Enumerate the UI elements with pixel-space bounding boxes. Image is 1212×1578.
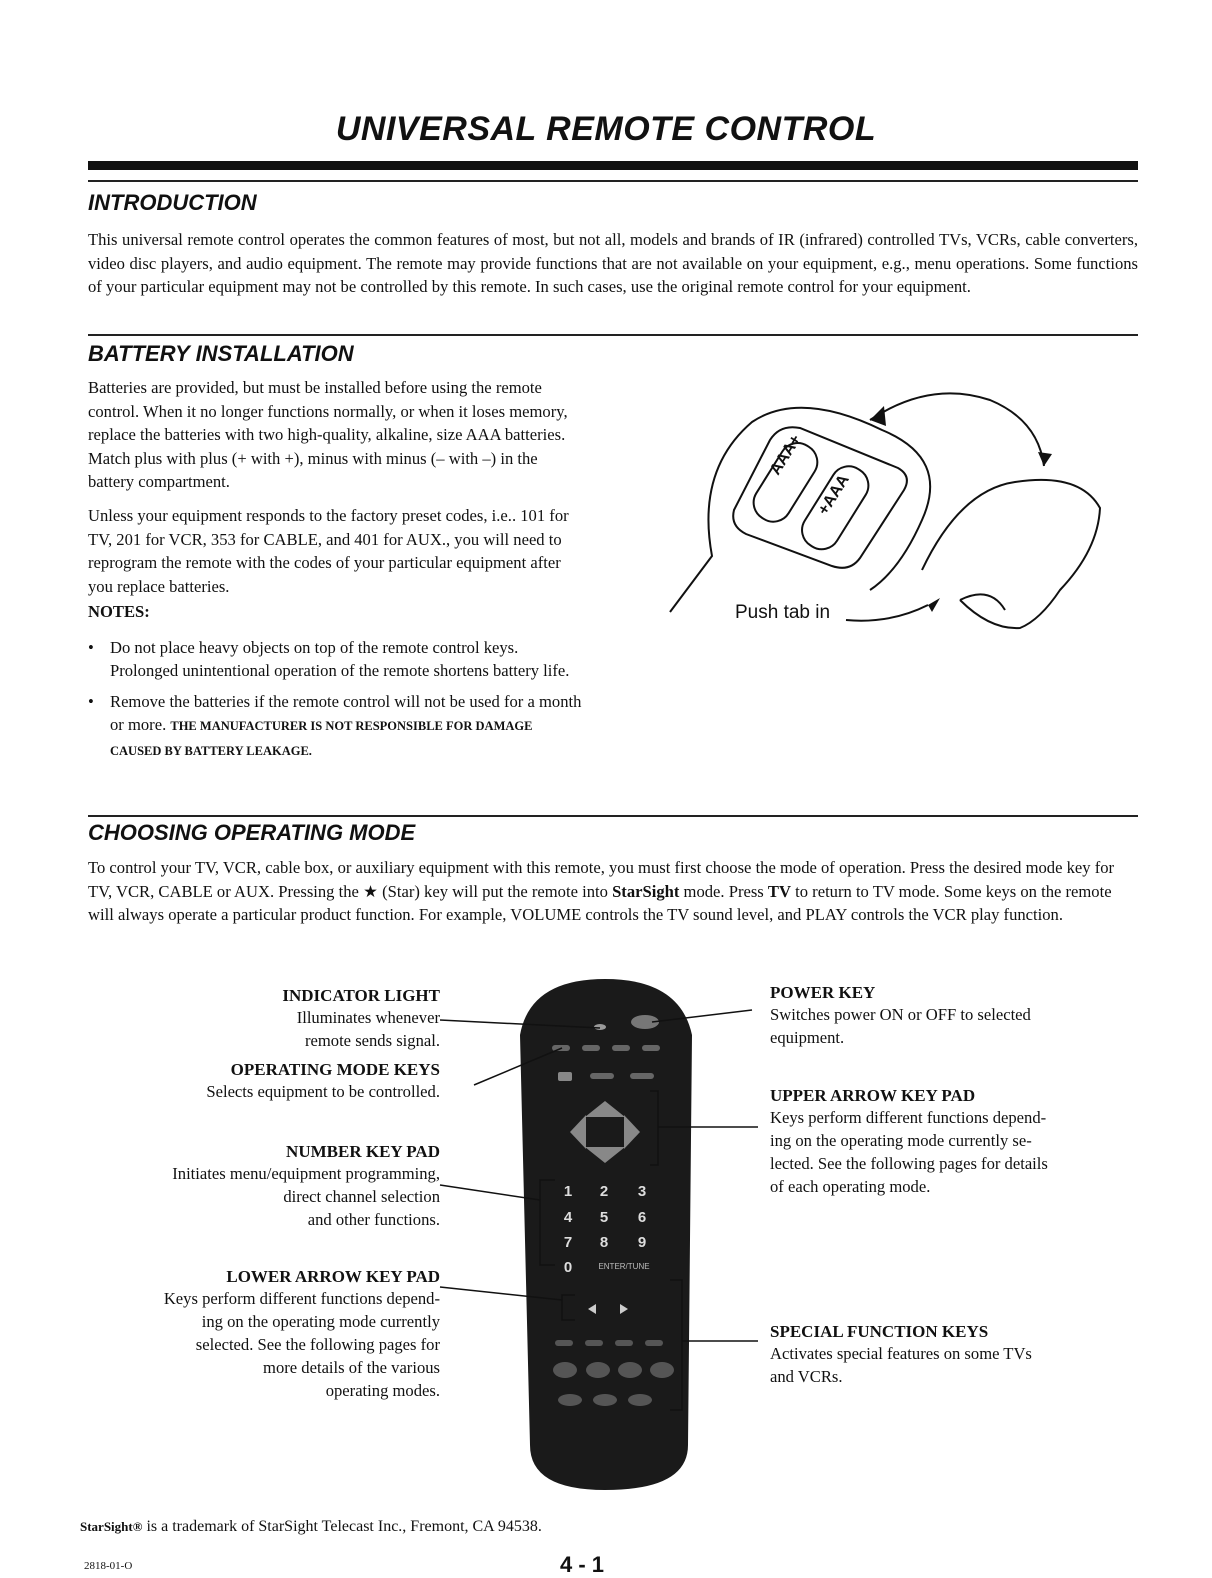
mode-tv: TV [767,881,791,901]
key-6: 6 [637,1209,647,1226]
battery-illustration [660,380,1110,640]
operating-head: OPERATING MODE KEYS [230,1060,440,1079]
tab-arrow-icon [928,598,940,612]
key-9: 9 [637,1234,647,1251]
upper-text-4: of each operating mode. [770,1177,931,1196]
lower-head: LOWER ARROW KEY PAD [226,1267,440,1286]
star-icon: ★ [363,881,378,901]
key-8: 8 [599,1234,609,1251]
battery-para-2: Unless your equipment responds to the factory preset codes, i.e.. 101 for TV, 201 for VCR, 353 for CABLE, and 401 for AUX., you will need to reprogram the remote with the codes of your particular equipment after you replace batteries. [88,506,569,596]
power-text-1: Switches power ON or OFF to selected [770,1005,1031,1024]
mode-text-2: (Star) key will put the remote into [382,881,608,901]
mode-text [88,856,1138,927]
special-text-1: Activates special features on some TVs [770,1344,1032,1363]
mode-starsight: StarSight [612,881,680,901]
special-text-2: and VCRs. [770,1367,843,1386]
special-head: SPECIAL FUNCTION KEYS [770,1322,989,1341]
trademark-note [80,1518,542,1536]
lower-text-1: Keys perform different functions depend- [163,1289,440,1308]
notes-heading: NOTES: [88,602,150,621]
push-tab-label: Push tab in [735,602,831,623]
page-number: 4 - 1 [560,1552,605,1577]
mode-text-3: mode. Press [683,881,764,901]
number-text-2: direct channel selection [283,1187,440,1206]
key-7: 7 [563,1234,573,1251]
notes-list [84,636,584,771]
lower-text-5: operating modes. [325,1381,440,1400]
lower-arrow-label [60,1267,440,1402]
special-keys-label [770,1322,1130,1388]
key-3: 3 [637,1183,647,1200]
introduction-heading: INTRODUCTION [88,190,257,215]
mode-text-4: to return to TV mode. Some keys on the remote will always operate a particular product function. For example, VOLUME controls the TV sound level, and PLAY controls the VCR play function. [88,881,1112,924]
number-pad-label [60,1142,440,1231]
title-rule-thick [88,161,1138,170]
mode-text-1: To control your TV, VCR, cable box, or auxiliary equipment with this remote, you must first choose the mode of operation. Press the desired mode key for TV, VCR, CABLE or AUX. Pressing the [88,858,1115,901]
number-head: NUMBER KEY PAD [286,1142,440,1161]
battery-rule [88,815,1138,817]
upper-text-1: Keys perform different functions depend- [770,1108,1047,1127]
lower-text-2: ing on the operating mode currently [201,1312,440,1331]
power-head: POWER KEY [770,983,876,1002]
indicator-light [594,1024,606,1030]
lower-text-4: more details of the various [263,1358,440,1377]
introduction-text: This universal remote control operates the common features of most, but not all, models and brands of IR (infrared) controlled TVs, VCRs, cable converters, video disc players, and audio equipment. The remote may provide functions that are not available on your equipment, e.g., menu operations. Some functions of your particular equipment may not be controlled by this remote. In such cases, use the original remote control for your equipment. [88,230,1138,296]
note-item [84,690,584,763]
indicator-text-1: Illuminates whenever [296,1008,440,1027]
battery-1-label: AAA+ [766,431,805,479]
operating-mode-label [80,1060,440,1103]
enter-tune-key: ENTER/TUNE [598,1262,650,1271]
indicator-text-2: remote sends signal. [304,1031,440,1050]
lower-text-3: selected. See the following pages for [195,1335,440,1354]
key-0: 0 [563,1259,573,1276]
upper-text-2: ing on the operating mode currently se- [770,1131,1032,1150]
upper-head: UPPER ARROW KEY PAD [770,1086,976,1105]
page-title: UNIVERSAL REMOTE CONTROL [335,110,877,148]
indicator-head: INDICATOR LIGHT [282,986,440,1005]
battery-para-1: Batteries are provided, but must be installed before using the remote control. When it no longer functions normally, or when it loses memory, replace the batteries with two high-quality, alkaline, size AAA batteries. Match plus with plus (+ with +), minus with minus (– with –) in the battery compartment. [88,378,568,491]
battery-2-label: +AAA [814,471,853,519]
mode-heading: CHOOSING OPERATING MODE [88,820,416,845]
upper-text-3: lected. See the following pages for details [770,1154,1048,1173]
arrow-down-icon [1038,452,1052,466]
note-item [84,636,584,682]
arc-arrow-head-icon [870,406,886,426]
battery-heading: BATTERY INSTALLATION [88,341,354,366]
note-1-text: Do not place heavy objects on top of the remote control keys. Prolonged unintentional operation of the remote shortens battery life. [110,638,570,680]
indicator-label [80,986,440,1052]
note-2-caps: THE MANUFACTURER IS NOT RESPONSIBLE FOR DAMAGE CAUSED BY BATTERY LEAKAGE. [110,719,533,758]
upper-arrow-label [770,1086,1130,1198]
key-4: 4 [563,1209,573,1226]
operating-text-1: Selects equipment to be controlled. [206,1082,440,1101]
note-2-text: Remove the batteries if the remote control will not be used for a month or more. [110,692,582,734]
number-text-1: Initiates menu/equipment programming, [172,1164,440,1183]
introduction-rule [88,334,1138,336]
power-key-label [770,983,1130,1049]
trademark-bold: StarSight® [80,1519,143,1534]
number-text-3: and other functions. [307,1210,440,1229]
remote-control-illustration [430,975,770,1500]
document-code: 2818-01-O [84,1560,133,1572]
key-5: 5 [599,1209,609,1226]
trademark-text: is a trademark of StarSight Telecast Inc., Fremont, CA 94538. [146,1518,542,1535]
key-1: 1 [563,1183,573,1200]
title-rule-thin [88,180,1138,182]
power-text-2: equipment. [770,1028,845,1047]
key-2: 2 [599,1183,609,1200]
